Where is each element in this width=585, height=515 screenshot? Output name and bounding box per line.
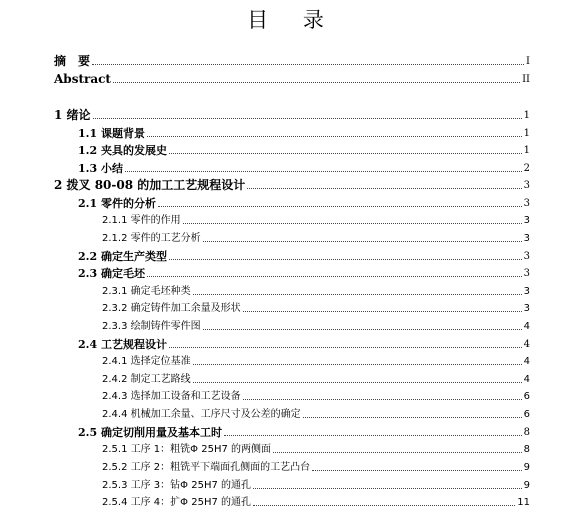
toc-entry-page: II <box>522 74 530 85</box>
toc-entry-page: 1 <box>523 110 530 121</box>
leader-dots <box>158 206 522 207</box>
toc-entry-page: 8 <box>523 427 530 438</box>
toc-entry-label: 2.3.2 确定铸件加工余量及形状 <box>102 303 241 314</box>
toc-entry-2-4[interactable] <box>78 335 530 351</box>
leader-dots <box>224 435 522 436</box>
toc-entry-page: 3 <box>523 251 530 262</box>
leader-dots <box>203 241 522 242</box>
leader-dots <box>303 417 522 418</box>
toc-entry-page: 4 <box>523 339 530 350</box>
toc-entry-label: 1.1 课题背景 <box>78 127 145 140</box>
toc-entry-label: 2.5.4 工序 4：扩Φ 25H7 的通孔 <box>102 497 251 508</box>
leader-dots <box>203 329 522 330</box>
toc-entry-page: 3 <box>523 215 530 226</box>
toc-entry-label: 2.4 工艺规程设计 <box>78 338 167 351</box>
toc-entry-1-2[interactable] <box>78 141 530 157</box>
toc-entry-ch2[interactable] <box>54 176 530 192</box>
toc-entry-page: I <box>526 56 530 67</box>
leader-dots <box>169 259 522 260</box>
toc-entry-page: 11 <box>517 497 530 508</box>
leader-dots <box>312 470 521 471</box>
toc-entry-2-5[interactable] <box>78 423 530 439</box>
toc-entry-page: 8 <box>523 444 530 455</box>
toc-entry-1-1[interactable] <box>78 124 530 140</box>
toc-entry-label: 2 拨叉 80-08 的加工工艺规程设计 <box>54 178 246 192</box>
toc-entry-page: 1 <box>523 145 530 156</box>
leader-dots <box>193 382 522 383</box>
toc-entry-label: 2.4.2 制定工艺路线 <box>102 374 191 385</box>
leader-dots <box>273 452 522 453</box>
leader-dots <box>183 223 522 224</box>
toc-entry-ch1[interactable] <box>54 106 530 122</box>
toc-entry-label: 2.3.3 绘制铸件零件图 <box>102 321 201 332</box>
leader-dots <box>193 364 522 365</box>
toc-entry-label: 1 绪论 <box>54 108 91 122</box>
toc-entry-page: 4 <box>523 321 530 332</box>
toc-entry-label: 2.4.4 机械加工余量、工序尺寸及公差的确定 <box>102 409 301 420</box>
toc-entry-2-5-4[interactable] <box>102 493 530 509</box>
toc-entry-label: 2.1 零件的分析 <box>78 197 156 210</box>
toc-entry-2-1-1[interactable] <box>102 211 530 227</box>
toc-entry-page: 4 <box>523 374 530 385</box>
toc-entry-page: 3 <box>523 180 530 191</box>
toc-entry-label: 2.3 确定毛坯 <box>78 267 145 280</box>
leader-dots <box>253 488 522 489</box>
toc-entry-2-5-3[interactable] <box>102 476 530 492</box>
toc-entry-2-2[interactable] <box>78 247 530 263</box>
leader-dots <box>243 399 522 400</box>
toc-entry-label: 1.3 小结 <box>78 162 123 175</box>
toc-entry-2-4-2[interactable] <box>102 370 530 386</box>
leader-dots <box>253 505 515 506</box>
toc-entry-label: 2.3.1 确定毛坯种类 <box>102 286 191 297</box>
toc-entry-label: 2.5 确定切削用量及基本工时 <box>78 426 222 439</box>
toc-entry-2-3-2[interactable] <box>102 299 530 315</box>
toc-entry-2-1[interactable] <box>78 194 530 210</box>
toc-entry-page: 3 <box>523 268 530 279</box>
toc-entry-label: 2.5.3 工序 3：钻Φ 25H7 的通孔 <box>102 480 251 491</box>
toc-entry-page: 9 <box>523 480 530 491</box>
leader-dots <box>193 294 522 295</box>
toc-entry-page: 3 <box>523 233 530 244</box>
leader-dots <box>169 153 522 154</box>
toc-entry-2-3-3[interactable] <box>102 317 530 333</box>
leader-dots <box>147 276 522 277</box>
toc-entry-page: 3 <box>523 286 530 297</box>
leader-dots <box>247 188 521 189</box>
toc-entry-page: 2 <box>523 163 530 174</box>
toc-entry-label: Abstract <box>54 72 111 86</box>
leader-dots <box>93 118 522 119</box>
toc-entry-page: 9 <box>523 462 530 473</box>
toc-entry-label: 2.1.1 零件的作用 <box>102 215 181 226</box>
toc-entry-2-5-1[interactable] <box>102 440 530 456</box>
toc-entry-2-3[interactable] <box>78 264 530 280</box>
leader-dots <box>147 136 522 137</box>
toc-entry-2-4-1[interactable] <box>102 352 530 368</box>
leader-dots <box>92 64 524 65</box>
toc-title: 目 录 <box>247 8 338 32</box>
toc-entry-label: 2.1.2 零件的工艺分析 <box>102 233 201 244</box>
toc-entry-abstract-cn[interactable] <box>54 52 530 68</box>
toc-entry-page: 3 <box>523 303 530 314</box>
toc-entry-page: 4 <box>523 356 530 367</box>
toc-entry-2-4-4[interactable] <box>102 405 530 421</box>
toc-entry-2-4-3[interactable] <box>102 387 530 403</box>
toc-entry-label: 2.2 确定生产类型 <box>78 250 167 263</box>
leader-dots <box>113 82 520 83</box>
leader-dots <box>125 171 522 172</box>
toc-entry-page: 6 <box>523 391 530 402</box>
leader-dots <box>243 311 522 312</box>
leader-dots <box>169 347 522 348</box>
toc-entry-page: 6 <box>523 409 530 420</box>
toc-entry-1-3[interactable] <box>78 159 530 175</box>
toc-entry-label: 1.2 夹具的发展史 <box>78 144 167 157</box>
toc-entry-label: 摘 要 <box>54 54 91 68</box>
toc-entry-2-5-2[interactable] <box>102 458 530 474</box>
toc-entry-page: 3 <box>523 198 530 209</box>
toc-entry-abstract-en[interactable] <box>54 70 530 86</box>
toc-entry-label: 2.5.1 工序 1：粗铣Φ 25H7 的两侧面 <box>102 444 271 455</box>
toc-entry-label: 2.4.3 选择加工设备和工艺设备 <box>102 391 241 402</box>
toc-entry-label: 2.5.2 工序 2：粗铣平下端面孔侧面的工艺凸台 <box>102 462 311 473</box>
toc-entry-2-1-2[interactable] <box>102 229 530 245</box>
toc-entry-2-3-1[interactable] <box>102 282 530 298</box>
toc-entry-page: 1 <box>523 128 530 139</box>
toc-entry-label: 2.4.1 选择定位基准 <box>102 356 191 367</box>
